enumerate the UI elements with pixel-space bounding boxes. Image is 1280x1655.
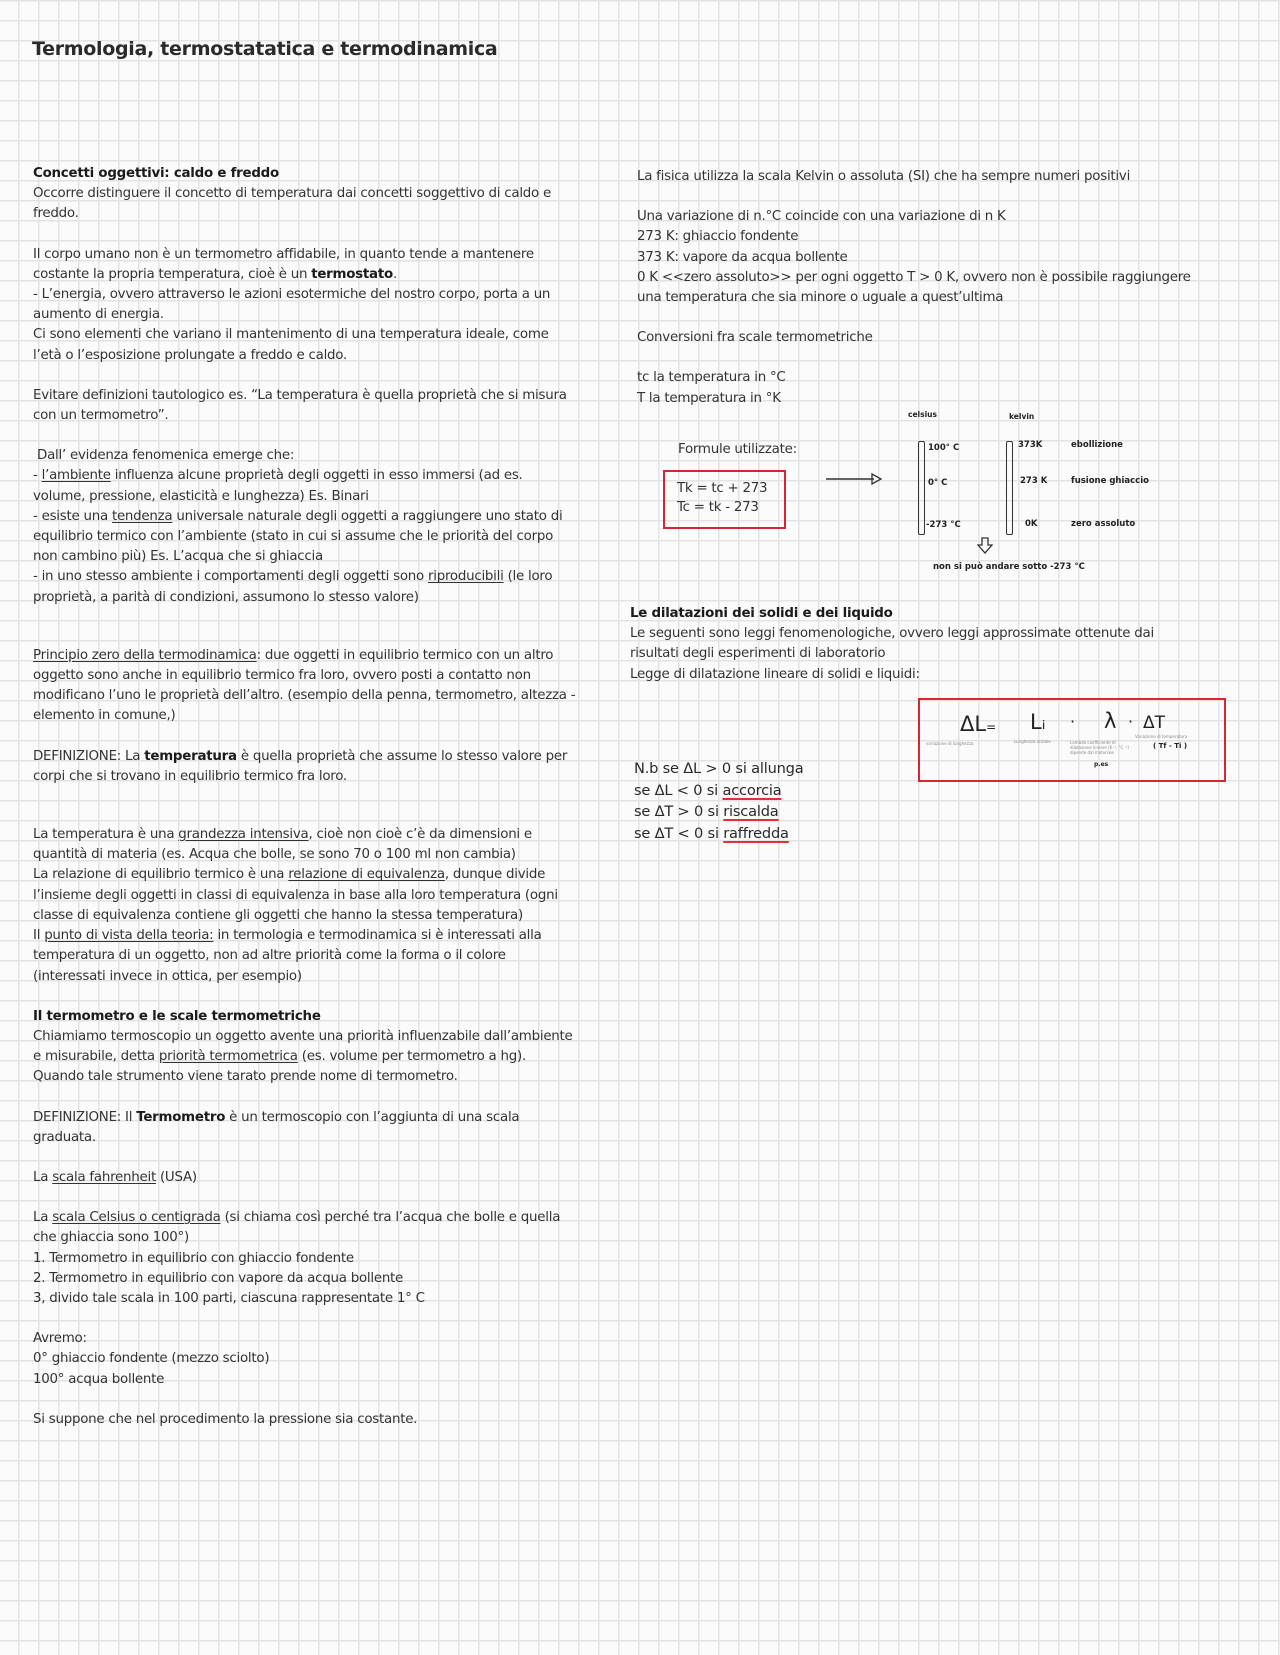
eq-sub-delta-t: Variazione di temperatura	[1135, 734, 1188, 739]
text: se ΔT > 0 si	[634, 803, 724, 820]
eq-equals: =	[986, 720, 997, 734]
paragraph: Dall’ evidenza fenomenica emerge che:	[33, 448, 295, 464]
underlined-term: Principio zero della termodinamica	[33, 647, 257, 663]
paragraph: Conversioni fra scale termometriche	[637, 330, 873, 346]
text: è un termoscopio con l’aggiunta di una scala graduata.	[33, 1109, 520, 1145]
eq-dot-1: ·	[1070, 712, 1076, 731]
section-grandezza-intensiva	[33, 825, 578, 987]
red-underlined-term: raffredda	[723, 824, 789, 842]
underlined-term: priorità termometrica	[158, 1049, 298, 1065]
diagram-bottom-note: non si può andare sotto -273 °C	[933, 562, 1085, 572]
thermometer-scales-diagram	[905, 405, 1155, 575]
paragraph-principio-zero	[33, 646, 578, 727]
formula-2: Tc = tk - 273	[677, 500, 759, 515]
paragraph: 273 K: ghiaccio fondente	[637, 229, 799, 245]
text: universale naturale degli oggetti a raggiungere uno stato di equilibrio termico con l’ambiente (stato in cui si assume che le priorità del corpo non cambino più) Es. L’acqua che si ghiaccia	[33, 508, 563, 565]
paragraph: 0 K <<zero assoluto>> per ogni oggetto T > 0 K, ovvero non è possibile raggiungere una temperatura che sia minore o uguale a quest’ultima	[637, 269, 1191, 306]
list-item: 3, divido tale scala in 100 parti, ciascuna rappresentate 1° C	[33, 1290, 425, 1306]
celsius-top: 100° C	[928, 443, 960, 453]
section-termometro	[33, 1007, 578, 1088]
eq-sub-lambda: Lambda coefficiente di dilatazione lineare [K⁻¹, °C⁻¹] dipende dal materiale	[1070, 740, 1129, 755]
text: (si chiama così perché tra l’acqua che bolle e quella che ghiaccia sono 100°)	[33, 1210, 561, 1246]
eq-symbol: ΔL	[960, 712, 987, 736]
text: - in uno stesso ambiente i comportamenti degli oggetti sono	[33, 569, 428, 585]
paragraph: 0° ghiaccio fondente (mezzo sciolto)	[33, 1351, 270, 1367]
page-title: Termologia, termostatatica e termodinamica	[32, 38, 498, 60]
section-concetti-oggettivi	[33, 164, 578, 225]
text: DEFINIZIONE: Il	[33, 1109, 137, 1125]
paragraph-definizione-termometro	[33, 1108, 578, 1148]
underlined-term: relazione di equivalenza	[288, 867, 445, 883]
down-arrow-icon	[977, 537, 993, 555]
paragraph	[33, 1027, 578, 1088]
celsius-label: celsius	[908, 410, 937, 419]
celsius-mid: 0° C	[928, 478, 948, 488]
right-column-top	[637, 167, 1197, 409]
nb-line	[634, 801, 803, 823]
paragraph: 100° acqua bollente	[33, 1371, 165, 1387]
text: (le loro proprietà, a parità di condizioni, assumono lo stesso valore)	[33, 569, 553, 605]
paragraph: Legge di dilatazione lineare di solidi e liquidi:	[630, 666, 920, 682]
text: , cioè non cioè c’è da dimensioni e quantità di materia (es. Acqua che bolle, se sono 70 o 100 ml non cambia)	[33, 827, 532, 863]
nb-line: N.b se ΔL > 0 si allunga	[634, 760, 804, 777]
eq-delta-t: ΔT	[1143, 713, 1166, 733]
celsius-bottom: -273 °C	[926, 520, 961, 530]
underlined-term: grandezza intensiva	[178, 827, 309, 843]
paragraph: Una variazione di n.°C coincide con una variazione di n K	[637, 209, 1006, 225]
bold-term: termostato	[311, 266, 393, 282]
nb-line	[634, 823, 803, 845]
kelvin-mid: 273 K	[1020, 476, 1048, 486]
eq-sub-l0: Lunghezza iniziale	[1014, 739, 1051, 744]
text: è quella proprietà che assume lo stesso valore per corpi che si trovano in equilibrio termico fra loro.	[33, 748, 568, 784]
kelvin-thermometer-icon	[1006, 441, 1013, 535]
paragraph	[33, 825, 578, 865]
paragraph: - L’energia, ovvero attraverso le azioni esotermiche del nostro corpo, porta a un aumento di energia.	[33, 287, 551, 323]
paragraph	[33, 926, 578, 987]
text: in termologia e termodinamica si è interessati alla temperatura di un oggetto, non ad altre priorità come la forma o il colore (interessati invece in ottica, per esempio)	[33, 928, 542, 984]
paragraph: Ci sono elementi che variano il mantenimento di una temperatura ideale, come l’età o l’esposizione prolungate a freddo e caldo.	[33, 327, 549, 363]
text: -	[33, 468, 42, 484]
text: (es. volume per termometro a hg). Quando tale strumento viene tarato prende nome di termometro.	[33, 1049, 526, 1085]
paragraph: tc la temperatura in °C	[637, 370, 786, 386]
note-zero-assoluto: zero assoluto	[1071, 519, 1136, 529]
text: influenza alcune proprietà degli oggetti in esso immersi (ad es. volume, pressione, elasticità e lunghezza) Es. Binari	[33, 468, 523, 504]
nb-line	[634, 780, 803, 802]
list-item	[33, 466, 578, 506]
kelvin-label: kelvin	[1009, 412, 1035, 421]
text: DEFINIZIONE: La	[33, 748, 145, 764]
paragraph: T la temperatura in °K	[637, 390, 781, 406]
text: La temperatura è una	[33, 827, 179, 843]
section-heading: Il termometro e le scale termometriche	[33, 1008, 321, 1024]
text: (USA)	[155, 1169, 197, 1185]
section-simboli	[637, 368, 1197, 408]
section-avremo	[33, 1329, 578, 1390]
text: La	[33, 1169, 53, 1185]
eq-sub-delta-t-2: ( Tf - Ti )	[1153, 742, 1188, 750]
right-arrow-icon	[824, 472, 884, 486]
text: - esiste una	[33, 508, 112, 524]
red-underlined-term: accorcia	[722, 781, 782, 799]
text: La	[33, 1210, 53, 1226]
bold-term: Termometro	[136, 1109, 226, 1125]
text: : due oggetti in equilibrio termico con un altro oggetto sono anche in equilibrio termico fra loro, ovvero posti a contatto non modificano l’uno le proprietà dell’altro. (esempio della penna, termometro, altezza - elemento in comune,)	[33, 647, 576, 724]
underlined-term: tendenza	[111, 508, 173, 524]
celsius-thermometer-icon	[918, 441, 925, 535]
text: La relazione di equilibrio termico è una	[33, 867, 289, 883]
section-kelvin	[637, 207, 1197, 308]
section-heading: Concetti oggettivi: caldo e freddo	[33, 166, 279, 181]
note-ebollizione: ebollizione	[1071, 440, 1123, 450]
list-item: 1. Termometro in equilibrio con ghiaccio fondente	[33, 1250, 354, 1266]
text: Il	[33, 928, 45, 944]
eq-l0: Lᵢ	[1030, 710, 1046, 734]
paragraph: 373 K: vapore da acqua bollente	[637, 249, 848, 265]
underlined-term: scala fahrenheit	[52, 1169, 156, 1185]
left-column	[33, 164, 578, 1430]
paragraph: Le seguenti sono leggi fenomenologiche, ovvero leggi approssimate ottenute dai risultati degli esperimenti di laboratorio	[630, 626, 1154, 662]
underlined-term: riproducibili	[427, 569, 504, 585]
list-item	[33, 507, 578, 568]
paragraph	[33, 865, 578, 926]
text: .	[392, 266, 397, 282]
formulas	[677, 479, 767, 517]
section-heading: Le dilatazioni dei solidi e dei liquido	[630, 606, 893, 621]
text: se ΔT < 0 si	[634, 824, 724, 842]
formulas-label: Formule utilizzate:	[678, 442, 797, 457]
eq-sub-delta-l: variazione di lunghezza	[926, 741, 974, 746]
list-item: 2. Termometro in equilibrio con vapore da acqua bollente	[33, 1270, 404, 1286]
text: , dunque divide l’insieme degli oggetti in classi di equivalenza in base alla loro temperatura (ogni classe di equivalenza contiene gli oggetti che hanno la stessa temperatura)	[33, 867, 558, 923]
paragraph: La fisica utilizza la scala Kelvin o assoluta (SI) che ha sempre numeri positivi	[637, 169, 1131, 184]
underlined-term: l’ambiente	[41, 468, 111, 484]
eq-delta-l	[960, 712, 996, 736]
text: se ΔL < 0 si	[634, 781, 723, 799]
paragraph: Avremo:	[33, 1331, 87, 1347]
kelvin-bottom: 0K	[1025, 519, 1038, 529]
section-dilatazioni	[630, 604, 1190, 685]
paragraph: Evitare definizioni tautologico es. “La temperatura è quella proprietà che si misura con un termometro”.	[33, 387, 567, 424]
kelvin-top: 373K	[1018, 440, 1043, 450]
eq-sub-lambda-2: p.es	[1094, 761, 1109, 768]
text: Il corpo umano non è un termometro affidabile, in quanto tende a mantenere costante la propria temperatura, cioè è un	[33, 246, 534, 282]
paragraph	[33, 245, 578, 285]
underlined-term: punto di vista della teoria:	[44, 928, 214, 944]
section-corpo-umano	[33, 245, 578, 366]
bold-term: temperatura	[144, 748, 237, 764]
eq-dot-2: ·	[1128, 712, 1134, 731]
paragraph-fahrenheit	[33, 1168, 578, 1188]
text: Chiamiamo termoscopio un oggetto avente una priorità influenzabile dall’ambiente e misurabile, detta	[33, 1028, 573, 1065]
formula-1: Tk = tc + 273	[677, 481, 768, 496]
paragraph	[33, 1208, 578, 1248]
paragraph-definizione-temperatura	[33, 747, 578, 787]
paragraph: Occorre distinguere il concetto di temperatura dai concetti soggettivo di caldo e freddo.	[33, 186, 551, 222]
section-celsius	[33, 1208, 578, 1309]
list-item	[33, 567, 578, 607]
paragraph: Si suppone che nel procedimento la pressione sia costante.	[33, 1411, 418, 1427]
eq-lambda: λ	[1104, 709, 1117, 733]
note-fusione: fusione ghiaccio	[1071, 476, 1149, 486]
underlined-term: scala Celsius o centigrada	[52, 1210, 221, 1226]
section-evidenza	[33, 446, 578, 608]
red-underlined-term: riscalda	[723, 803, 779, 820]
nb-notes	[634, 758, 803, 844]
